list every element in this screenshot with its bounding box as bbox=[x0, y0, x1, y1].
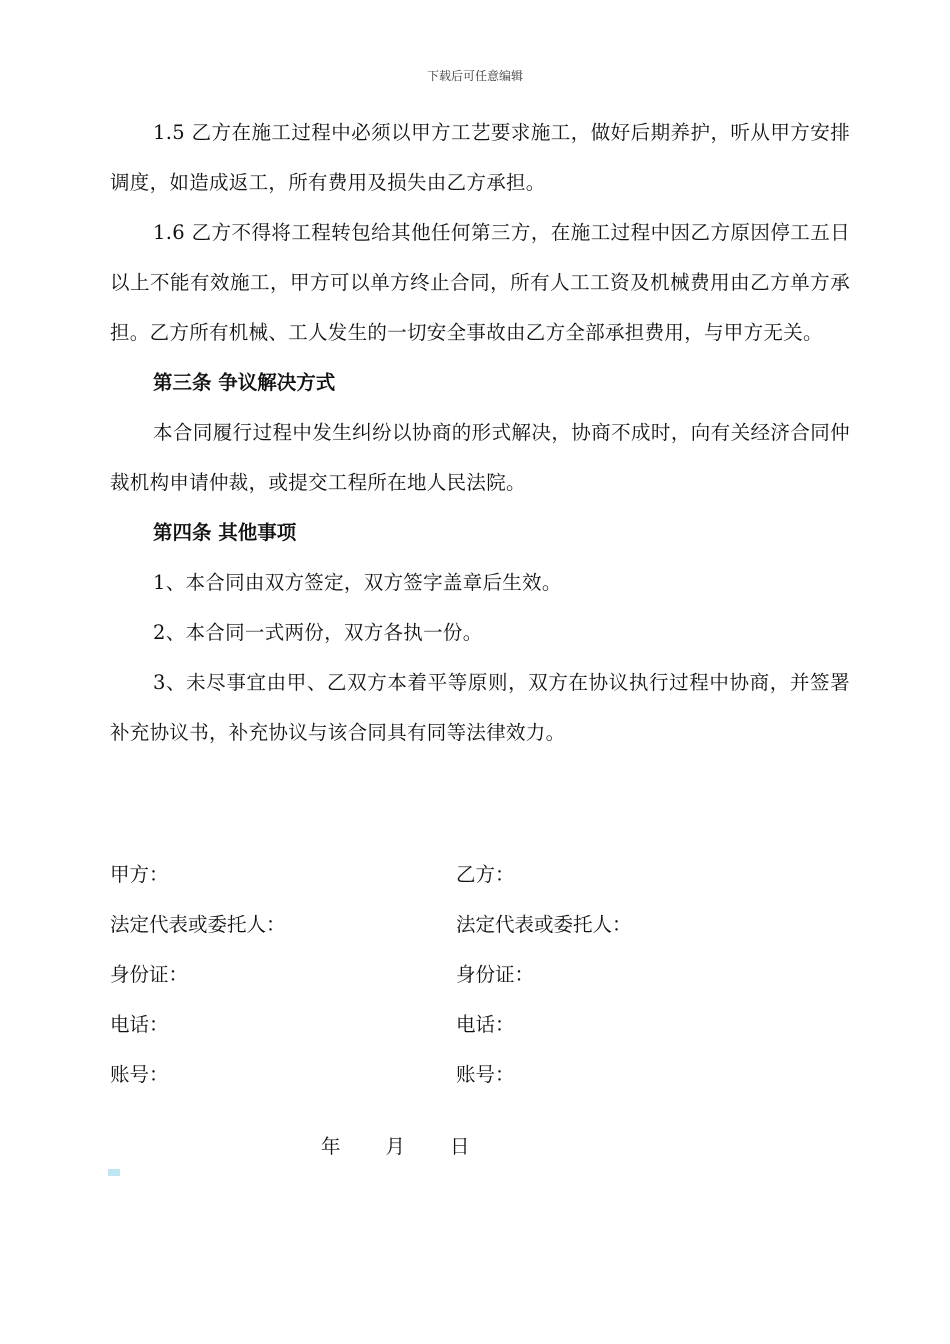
signature-row-account bbox=[110, 1050, 850, 1100]
article-3-body: 本合同履行过程中发生纠纷以协商的形式解决，协商不成时，向有关经济合同仲裁机构申请仲裁，或提交工程所在地人民法院。 bbox=[110, 421, 850, 494]
party-a-phone-label: 电话： bbox=[110, 1013, 169, 1036]
party-a-id-label: 身份证： bbox=[110, 963, 189, 986]
signature-row-party bbox=[110, 850, 850, 900]
article-4-item-1: 1、本合同由双方签定，双方签字盖章后生效。 bbox=[153, 571, 562, 594]
party-b-account-label: 账号： bbox=[456, 1063, 515, 1086]
document-body bbox=[110, 108, 850, 758]
signature-row-rep bbox=[110, 900, 850, 950]
date-year: 年 bbox=[321, 1135, 341, 1158]
clause-1-6: 1.6 乙方不得将工程转包给其他任何第三方，在施工过程中因乙方原因停工五日以上不能有效施工，甲方可以单方终止合同，所有人工工资及机械费用由乙方单方承担。乙方所有机械、工人发生的一切安全事故由乙方全部承担费用，与甲方无关。 bbox=[110, 221, 850, 344]
date-gap bbox=[341, 1122, 386, 1172]
party-b-phone-label: 电话： bbox=[456, 1013, 515, 1036]
article-4-item-2: 2、本合同一式两份，双方各执一份。 bbox=[153, 621, 483, 644]
party-b-label: 乙方： bbox=[456, 863, 515, 886]
date-day: 日 bbox=[450, 1135, 470, 1158]
article-4-title: 第四条 其他事项 bbox=[153, 521, 297, 544]
party-b-rep-label: 法定代表或委托人： bbox=[456, 913, 632, 936]
date-month: 月 bbox=[385, 1135, 406, 1158]
party-a-label: 甲方： bbox=[110, 863, 169, 886]
signature-row-id bbox=[110, 950, 850, 1000]
date-line bbox=[321, 1122, 470, 1172]
party-b-id-label: 身份证： bbox=[456, 963, 535, 986]
party-a-account-label: 账号： bbox=[110, 1063, 169, 1086]
header-note: 下载后可任意编辑 bbox=[426, 69, 523, 83]
article-4-item-3: 3、未尽事宜由甲、乙双方本着平等原则，双方在协议执行过程中协商，并签署补充协议书，补充协议与该合同具有同等法律效力。 bbox=[110, 671, 850, 744]
clause-1-5: 1.5 乙方在施工过程中必须以甲方工艺要求施工，做好后期养护，听从甲方安排调度，如造成返工，所有费用及损失由乙方承担。 bbox=[110, 121, 850, 194]
signature-block bbox=[110, 850, 850, 1100]
date-gap bbox=[405, 1122, 450, 1172]
signature-row-phone bbox=[110, 1000, 850, 1050]
party-a-rep-label: 法定代表或委托人： bbox=[110, 913, 286, 936]
highlight-mark bbox=[108, 1169, 120, 1176]
article-3-title: 第三条 争议解决方式 bbox=[153, 371, 336, 394]
